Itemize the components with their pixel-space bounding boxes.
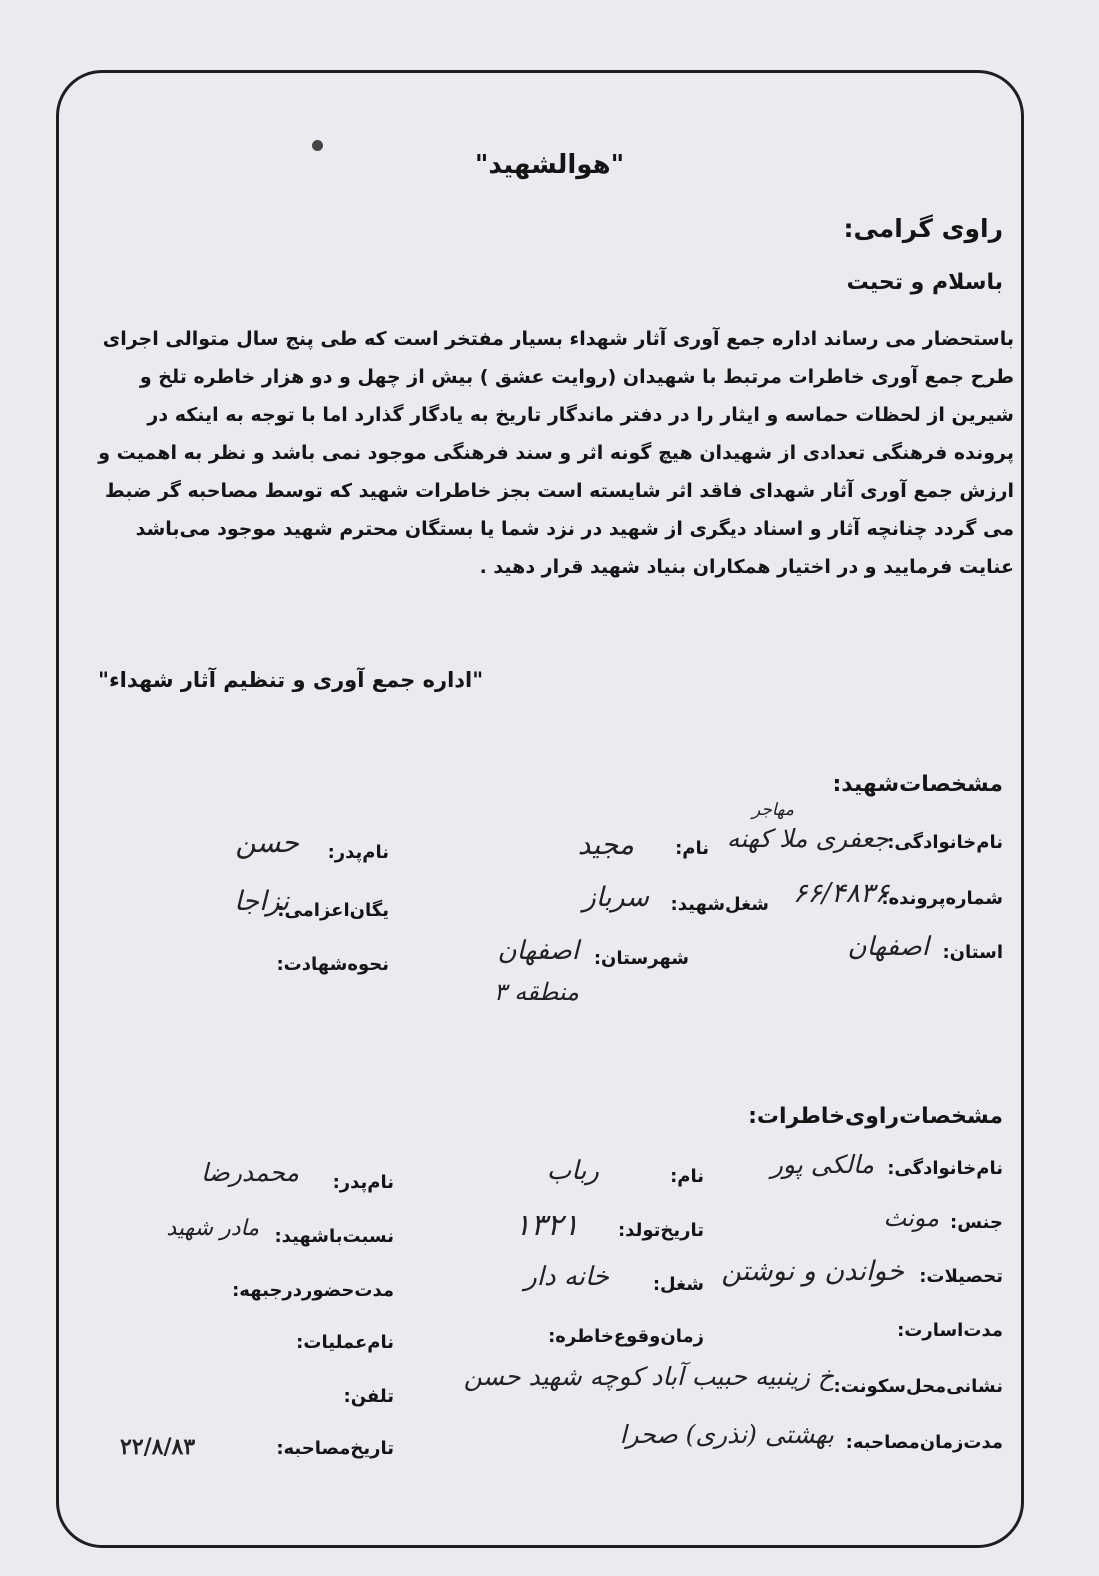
narrator-section-title: مشخصات‌راوی‌خاطرات: bbox=[748, 1104, 1003, 1129]
narrator-education-label: تحصیلات: bbox=[919, 1266, 1003, 1287]
narrator-memory-time-label: زمان‌وقوع‌خاطره: bbox=[548, 1326, 704, 1347]
narrator-interview-date-label: تاریخ‌مصاحبه: bbox=[276, 1438, 394, 1459]
letter-line-5: ارزش جمع آوری آثار شهدای فاقد اثر شایسته است بجز خاطرات شهید که توسط مصاحبه گر ضبط bbox=[104, 480, 1014, 502]
letter-signature: "اداره جمع آوری و تنظیم آثار شهداء" bbox=[98, 668, 484, 692]
narrator-name-value: رباب bbox=[546, 1156, 599, 1186]
martyr-province-value: اصفهان bbox=[847, 932, 929, 962]
narrator-operation-label: نام‌عملیات: bbox=[296, 1332, 394, 1353]
letter-line-3: شیرین از لحظات حماسه و ایثار را در دفتر ماندگار تاریخ به یادگار گذارد اما با توجه به اینکه در bbox=[147, 404, 1014, 426]
martyr-province-label: استان: bbox=[942, 942, 1003, 963]
narrator-birth-date-label: تاریخ‌تولد: bbox=[617, 1220, 704, 1241]
narrator-front-duration-label: مدت‌حضوردرجبهه: bbox=[232, 1280, 394, 1301]
martyr-occupation-value: سرباز bbox=[582, 882, 649, 913]
narrator-interview-date-value: ۲۲/۸/۸۳ bbox=[120, 1434, 196, 1460]
narrator-name-label: نام: bbox=[670, 1166, 704, 1187]
narrator-relation-value: مادر شهید bbox=[166, 1216, 259, 1241]
narrator-captivity-label: مدت‌اسارت: bbox=[897, 1320, 1003, 1341]
martyr-city-label: شهرستان: bbox=[593, 948, 689, 969]
martyr-father-name-value: حسن bbox=[235, 826, 299, 859]
narrator-father-name-label: نام‌پدر: bbox=[332, 1172, 394, 1193]
narrator-relation-label: نسبت‌باشهید: bbox=[274, 1226, 394, 1247]
narrator-family-name-label: نام‌خانوادگی: bbox=[887, 1158, 1003, 1179]
document-title: "هوالشهید" bbox=[474, 150, 625, 180]
letter-line-4: پرونده فرهنگی تعدادی از شهیدان هیچ گونه اثر و سند فرهنگی موجود نمی باشد و نظر به اهمیت و bbox=[98, 442, 1014, 464]
martyr-city-line2: منطقه ۳ bbox=[493, 978, 579, 1006]
greeting: باسلام و تحیت bbox=[846, 270, 1003, 295]
martyr-dispatch-unit-value: نزاجا bbox=[234, 886, 289, 917]
narrator-address-label: نشانی‌محل‌سکونت: bbox=[833, 1376, 1003, 1397]
narrator-interview-place-label: مدت‌زمان‌مصاحبه: bbox=[845, 1432, 1003, 1453]
martyr-family-name-note: مهاجر bbox=[751, 800, 794, 820]
martyr-file-number-label: شماره‌پرونده: bbox=[881, 888, 1003, 909]
narrator-address-value: خ زینبیه حبیب آباد کوچه شهید حسن bbox=[463, 1362, 834, 1391]
martyr-section-title: مشخصات‌شهید: bbox=[832, 772, 1003, 797]
letter-line-1: باستحضار می رساند اداره جمع آوری آثار شهداء بسیار مفتخر است که طی پنج سال متوالی اجرای bbox=[102, 328, 1014, 350]
martyr-father-name-label: نام‌پدر: bbox=[327, 842, 389, 863]
martyr-family-name-label: نام‌خانوادگی: bbox=[887, 832, 1003, 853]
martyr-martyrdom-manner-label: نحوه‌شهادت: bbox=[276, 954, 389, 975]
martyr-city-value: اصفهان bbox=[497, 936, 579, 966]
martyr-occupation-label: شغل‌شهید: bbox=[670, 894, 769, 915]
martyr-dispatch-unit-label: یگان‌اعزامی: bbox=[277, 900, 389, 921]
narrator-job-label: شغل: bbox=[652, 1274, 704, 1295]
narrator-job-value: خانه دار bbox=[524, 1262, 609, 1292]
narrator-father-name-value: محمدرضا bbox=[200, 1158, 299, 1187]
letter-line-2: طرح جمع آوری خاطرات مرتبط با شهیدان (روایت عشق ) بیش از چهل و دو هزار خاطره تلخ و bbox=[139, 366, 1014, 388]
narrator-family-name-value: مالکی پور bbox=[770, 1150, 874, 1179]
letter-line-6: می گردد چنانچه آثار و اسناد دیگری از شهید در نزد شما یا بستگان محترم شهید موجود می‌باشد bbox=[135, 518, 1014, 540]
narrator-education-value: خواندن و نوشتن bbox=[721, 1256, 904, 1287]
martyr-file-number-value: ۶۶/۴۸۳۶ bbox=[792, 878, 889, 909]
salutation: راوی گرامی: bbox=[843, 214, 1003, 243]
narrator-gender-label: جنس: bbox=[950, 1212, 1003, 1233]
martyr-family-name-value: جعفری ملا کهنه bbox=[726, 824, 889, 853]
narrator-gender-value: مونث bbox=[883, 1204, 939, 1232]
narrator-birth-date-value: ۱۳۲۱ bbox=[514, 1208, 579, 1243]
letter-line-7: عنایت فرمایید و در اختیار همکاران بنیاد شهید قرار دهید . bbox=[479, 556, 1014, 578]
narrator-interview-place-value: بهشتی (نذری) صحرا bbox=[619, 1420, 834, 1449]
martyr-name-value: مجید bbox=[577, 828, 634, 861]
narrator-phone-label: تلفن: bbox=[343, 1386, 394, 1407]
martyr-name-label: نام: bbox=[675, 838, 709, 859]
